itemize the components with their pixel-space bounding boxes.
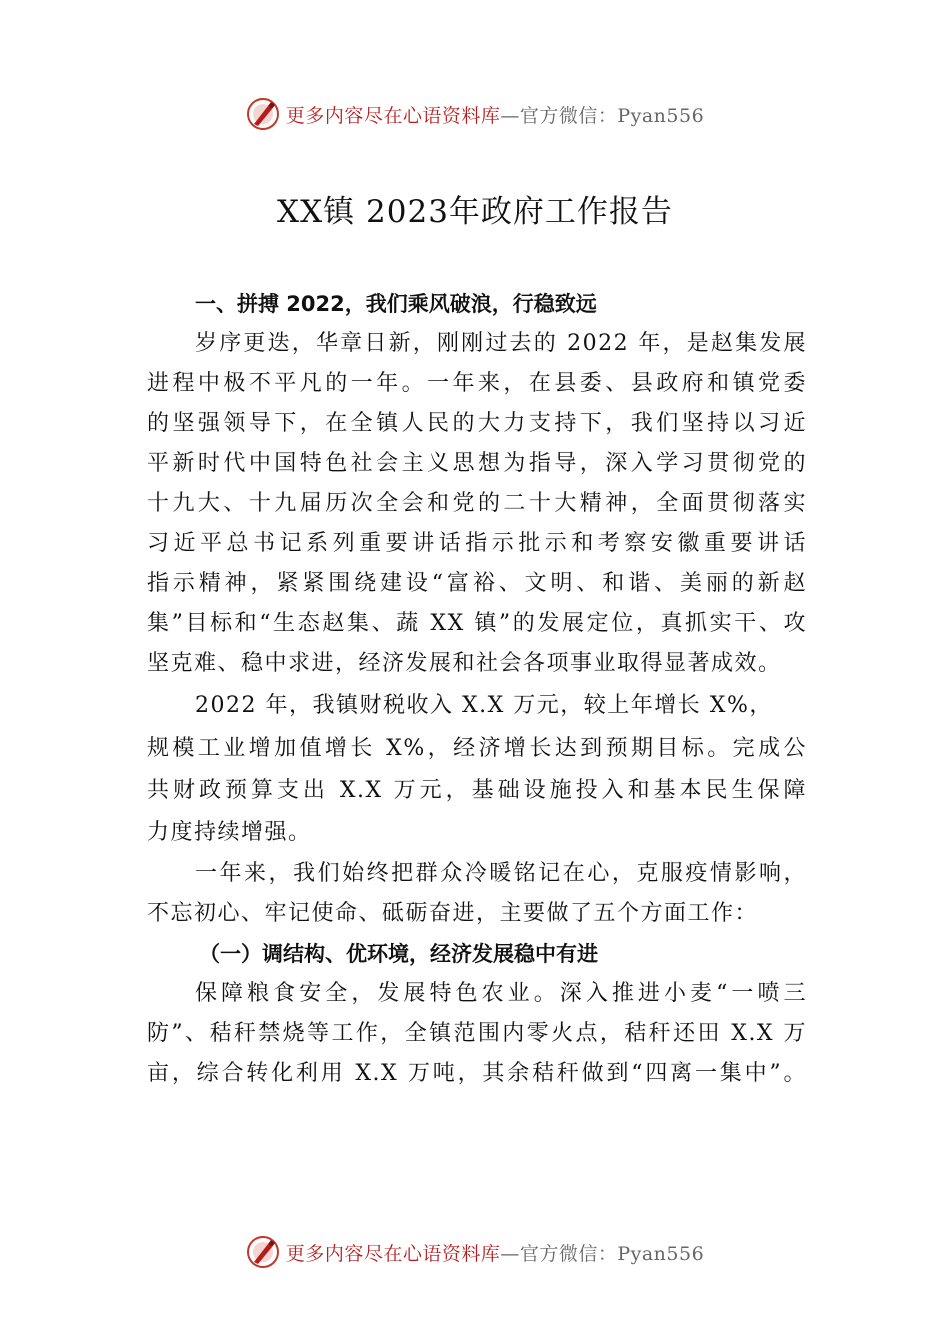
document-title: XX镇 2023年政府工作报告 (277, 194, 673, 230)
pen-logo-icon (246, 1235, 280, 1269)
watermark-brand: 更多内容尽在心语资料库 (285, 1242, 501, 1265)
text-line: 一年来，我们始终把群众冷暖铭记在心，克服疫情影响， (195, 861, 807, 886)
watermark-contact: —官方微信：Pyan556 (500, 1242, 705, 1265)
subsection-heading: （一）调结构、优环境，经济发展稳中有进 (199, 942, 598, 966)
text-line: 集”目标和“生态赵集、蔬 XX 镇”的发展定位，真抓实干、攻 (147, 611, 807, 636)
section-heading: 一、拼搏 2022，我们乘风破浪，行稳致远 (195, 292, 597, 316)
footer-watermark (0, 1232, 950, 1272)
text-line: 十九大、十九届历次全会和党的二十大精神，全面贯彻落实 (147, 491, 807, 516)
text-line: 平新时代中国特色社会主义思想为指导，深入学习贯彻党的 (147, 451, 807, 476)
text-line: 保障粮食安全，发展特色农业。深入推进小麦“一喷三 (195, 981, 807, 1006)
text-line: 的坚强领导下，在全镇人民的大力支持下，我们坚持以习近 (147, 411, 807, 436)
paragraph-figures (147, 684, 807, 854)
text-line: 岁序更迭，华章日新，刚刚过去的 2022 年，是赵集发展 (195, 331, 807, 356)
text-line: 指示精神，紧紧围绕建设“富裕、文明、和谐、美丽的新赵 (147, 571, 807, 596)
text-line: 防”、秸秆禁烧等工作，全镇范围内零火点，秸秆还田 X.X 万 (147, 1021, 807, 1046)
watermark-contact: —官方微信：Pyan556 (500, 104, 705, 127)
watermark-text (286, 1239, 704, 1266)
text-line: 规模工业增加值增长 X%，经济增长达到预期目标。完成公 (147, 736, 807, 761)
paragraph-agriculture (147, 974, 807, 1094)
text-line: 力度持续增强。 (147, 820, 312, 845)
watermark-brand: 更多内容尽在心语资料库 (285, 104, 501, 127)
pen-logo-icon (246, 97, 280, 131)
text-line: 习近平总书记系列重要讲话指示批示和考察安徽重要讲话 (147, 531, 807, 556)
watermark-text (286, 101, 704, 128)
text-line: 不忘初心、牢记使命、砥砺奋进，主要做了五个方面工作： (147, 901, 759, 926)
text-line: 坚克难、稳中求进，经济发展和社会各项事业取得显著成效。 (147, 651, 782, 676)
header-watermark (0, 94, 950, 134)
text-line: 进程中极不平凡的一年。一年来，在县委、县政府和镇党委 (147, 371, 807, 396)
text-line: 2022 年，我镇财税收入 X.X 万元，较上年增长 X%， (195, 693, 773, 718)
document-body (147, 284, 807, 1094)
paragraph-intro (147, 324, 807, 684)
paragraph-summary (147, 854, 807, 934)
text-line: 共财政预算支出 X.X 万元，基础设施投入和基本民生保障 (147, 778, 807, 803)
text-line: 亩，综合转化利用 X.X 万吨，其余秸秆做到“四离一集中”。 (147, 1061, 807, 1086)
